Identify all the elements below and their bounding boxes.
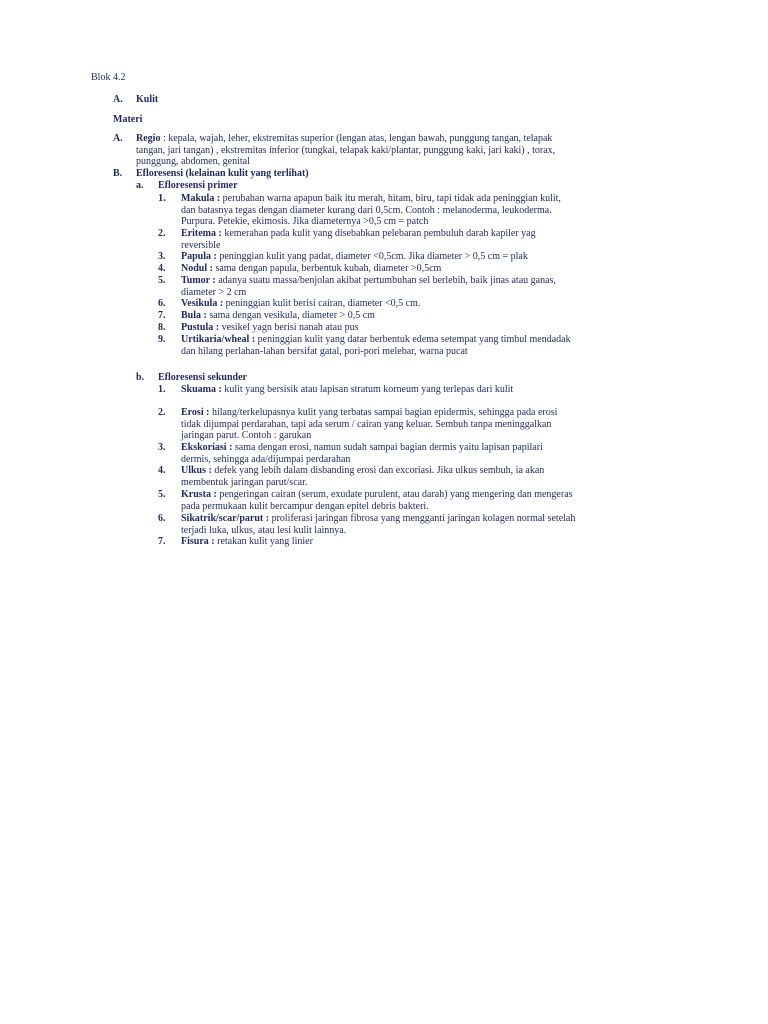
- primer-item: [158, 228, 678, 251]
- doc-header: Blok 4.2: [91, 72, 126, 83]
- item-number: 1.: [158, 193, 166, 204]
- item-number: 2.: [158, 228, 166, 239]
- primer-item: [158, 263, 678, 275]
- item-number: 8.: [158, 322, 166, 333]
- item-text: dermis, sehingga ada/dijumpai perdarahan: [181, 453, 351, 465]
- item-text: proliferasi jaringan fibrosa yang mengganti jaringan kolagen normal setelah: [269, 513, 576, 524]
- item-term: Bula :: [181, 310, 207, 321]
- item-text: membentuk jaringan parut/scar.: [181, 476, 308, 488]
- item-text: pengeringan cairan (serum, exudate purulent, atau darah) yang mengering dan mengeras: [216, 489, 573, 500]
- sekunder-item: [158, 489, 678, 513]
- sekunder-title: Efloresensi sekunder: [158, 372, 247, 383]
- regio-line: tangan, jari tangan) , ekstremitas inferior (tungkai, telapak kaki/plantar, punggung kaki, jari kaki) , torax,: [136, 144, 556, 156]
- primer-item: [158, 310, 678, 322]
- item-text: vesikel yagn berisi nanah atau pus: [219, 322, 359, 333]
- item-text: kulit yang bersisik atau lapisan stratum korneum yang terlepas dari kulit: [221, 384, 514, 395]
- item-text: pada permukaan kulit bercampur dengan epitel debris bakteri.: [181, 500, 429, 512]
- item-number: 7.: [158, 310, 166, 321]
- item-text: hilang/terkelupasnya kulit yang terbatas sampai bagian epidermis, sehingga pada erosi: [209, 407, 558, 418]
- item-number: 6.: [158, 298, 166, 309]
- primer-marker: a.: [136, 180, 144, 191]
- item-text: jaringan parut. Contoh : garukan: [181, 430, 312, 441]
- primer-item: [158, 334, 678, 357]
- regio-line: : kepala, wajah, leher, ekstremitas superior (lengan atas, lengan bawah, punggung tangan, telapak: [160, 133, 553, 144]
- section-b-marker: B.: [113, 168, 123, 179]
- primer-item: [158, 193, 678, 228]
- item-term: Pustula :: [181, 322, 220, 333]
- item-term: Sikatrik/scar/parut :: [181, 513, 270, 524]
- item-term: Makula :: [181, 193, 221, 204]
- regio-term: Regio: [136, 133, 161, 144]
- item-term: Vesikula :: [181, 298, 224, 309]
- item-text: sama dengan papula, berbentuk kubah, diameter >0,5cm: [212, 263, 442, 274]
- primer-item: [158, 322, 678, 334]
- item-number: 3.: [158, 251, 166, 262]
- item-text: retakan kulit yang linier: [214, 536, 313, 547]
- sekunder-item: [158, 407, 678, 442]
- sekunder-item: [158, 513, 678, 536]
- sekunder-item: [158, 465, 678, 489]
- item-number: 3.: [158, 442, 166, 453]
- regio-line: punggung, abdomen, genital: [136, 156, 250, 167]
- item-number: 4.: [158, 263, 166, 274]
- item-term: Krusta :: [181, 489, 217, 500]
- item-term: Urtikaria/wheal :: [181, 334, 256, 345]
- sekunder-list: [158, 384, 678, 548]
- primer-title: Efloresensi primer: [158, 180, 238, 191]
- item-number: 1.: [158, 384, 166, 395]
- section-a-title: Kulit: [136, 94, 159, 105]
- item-text: Purpura. Petekie, ekimosis. Jika diameternya >0,5 cm = patch: [181, 216, 429, 227]
- sekunder-marker: b.: [136, 372, 145, 383]
- item-text: dan batasnya tegas dengan diameter kurang dari 0,5cm. Contoh : melanoderma, leukoderma.: [181, 204, 552, 216]
- item-text: terjadi luka, ulkus, atau lesi kulit lainnya.: [181, 524, 347, 536]
- item-term: Nodul :: [181, 263, 213, 274]
- item-text: perubahan warna apapun baik itu merah, hitam, biru, tapi tidak ada peninggian kulit,: [220, 193, 561, 204]
- item-text: peninggian kulit berisi cairan, diameter <0,5 cm.: [223, 298, 421, 309]
- primer-item: [158, 275, 678, 298]
- item-text: diameter > 2 cm: [181, 286, 247, 298]
- item-term: Skuama :: [181, 384, 222, 395]
- primer-list: [158, 193, 678, 357]
- sekunder-item: [158, 442, 678, 465]
- item-text: sama dengan vesikula, diameter > 0,5 cm: [206, 310, 375, 321]
- item-term: Fisura :: [181, 536, 215, 547]
- materi-heading: Materi: [113, 114, 143, 125]
- regio-paragraph: [136, 133, 666, 168]
- item-number: 6.: [158, 513, 166, 524]
- item-text: peninggian kulit yang padat, diameter <0,5cm. Jika diameter > 0,5 cm = plak: [216, 251, 528, 262]
- item-number: 9.: [158, 334, 166, 345]
- item-text: defek yang lebih dalam disbanding erosi dan excoriasi. Jika ulkus sembuh, ia akan: [211, 465, 545, 476]
- item-text: sama dengan erosi, namun sudah sampai bagian dermis yaitu lapisan papilari: [232, 442, 543, 453]
- primer-item: [158, 298, 678, 310]
- item-term: Ekskoriasi :: [181, 442, 233, 453]
- item-number: 4.: [158, 465, 166, 476]
- item-term: Tumor :: [181, 275, 216, 286]
- item-term: Papula :: [181, 251, 217, 262]
- item-number: 5.: [158, 489, 166, 500]
- item-term: Erosi :: [181, 407, 210, 418]
- item-text: peninggian kulit yang datar berbentuk edema setempat yang timbul mendadak: [255, 334, 571, 345]
- item-term: Eritema :: [181, 228, 222, 239]
- item-text: reversible: [181, 239, 221, 251]
- item-number: 7.: [158, 536, 166, 547]
- sekunder-item: [158, 384, 678, 407]
- item-number: 5.: [158, 275, 166, 286]
- item-term: Ulkus :: [181, 465, 212, 476]
- regio-marker: A.: [113, 133, 123, 144]
- section-b-title: Efloresensi (kelainan kulit yang terlihat): [136, 168, 309, 179]
- item-number: 2.: [158, 407, 166, 418]
- item-text: tidak dijumpai perdarahan, tapi ada serum / cairan yang keluar. Sembuh tanpa meninggalkan: [181, 418, 552, 430]
- sekunder-item: [158, 536, 678, 548]
- item-text: kemerahan pada kulit yang disebabkan pelebaran pembuluh darah kapiler yag: [221, 228, 536, 239]
- item-text: adanya suatu massa/benjolan akibat pertumbuhan sel berlebih, baik jinas atau ganas,: [215, 275, 556, 286]
- section-a-marker: A.: [113, 94, 123, 105]
- item-text: dan hilang perlahan-lahan bersifat gatal, pori-pori melebar, warna pucat: [181, 345, 468, 357]
- primer-item: [158, 251, 678, 263]
